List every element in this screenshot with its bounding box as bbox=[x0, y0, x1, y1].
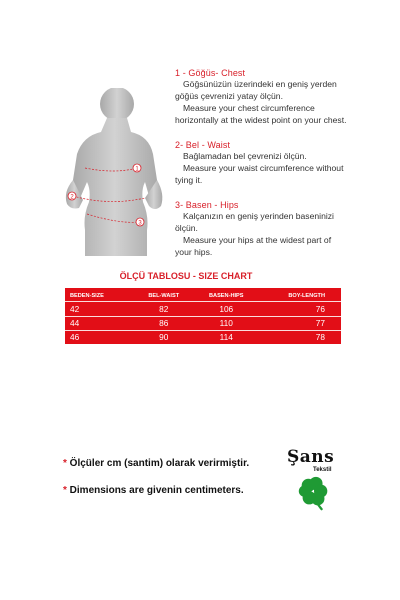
waist-line-en-2: tying it. bbox=[175, 175, 203, 185]
hips-title: 3- Basen - Hips bbox=[175, 200, 239, 210]
note-marker: * bbox=[63, 458, 67, 469]
chest-line-tr-2: göğüs çevrenizi yatay ölçün. bbox=[175, 91, 283, 101]
cell-waist: 86 bbox=[159, 318, 169, 328]
chest-line-tr-1: Göğsünüzün üzerindeki en geniş yerden bbox=[183, 79, 337, 89]
waist-instructions bbox=[175, 140, 343, 186]
size-chart-table bbox=[65, 288, 341, 344]
marker-waist bbox=[68, 192, 76, 200]
cell-length: 77 bbox=[315, 318, 325, 328]
cell-hips: 106 bbox=[219, 304, 234, 314]
table-header-row bbox=[65, 292, 341, 300]
brand-logo-subtitle: Tekstil bbox=[313, 467, 332, 473]
chest-line-en-1: Measure your chest circumference bbox=[183, 103, 315, 113]
header-waist: BEL-WAIST bbox=[148, 293, 180, 299]
size-chart-title: ÖLÇÜ TABLOSU - SIZE CHART bbox=[119, 271, 253, 281]
chest-instructions bbox=[175, 68, 347, 126]
note-text: Ölçüler cm (santim) olarak verirmiştir. bbox=[66, 458, 250, 469]
cell-length: 78 bbox=[315, 332, 325, 342]
cell-size: 46 bbox=[70, 332, 80, 342]
marker-hips bbox=[136, 218, 144, 226]
header-length: BOY-LENGTH bbox=[288, 293, 325, 299]
marker-chest bbox=[133, 164, 141, 172]
waist-title: 2- Bel - Waist bbox=[175, 140, 231, 150]
note-centimeters-tr bbox=[63, 458, 249, 469]
note-marker: * bbox=[63, 485, 67, 496]
table-row bbox=[65, 331, 341, 343]
waist-line-tr-1: Bağlamadan bel çevrenizi ölçün. bbox=[183, 151, 307, 161]
cell-hips: 110 bbox=[219, 318, 233, 328]
svg-text:1: 1 bbox=[135, 166, 139, 173]
note-text: Dimensions are givenin centimeters. bbox=[66, 485, 244, 496]
cell-size: 44 bbox=[70, 318, 80, 328]
cell-length: 76 bbox=[315, 304, 325, 314]
svg-text:2: 2 bbox=[70, 194, 74, 201]
chest-line-en-2: horizontally at the widest point on your chest. bbox=[175, 115, 347, 125]
waist-line-en-1: Measure your waist circumference without bbox=[183, 163, 344, 173]
header-hips: BASEN-HIPS bbox=[209, 293, 244, 299]
header-size: BEDEN-SIZE bbox=[70, 293, 104, 299]
cell-waist: 82 bbox=[159, 304, 169, 314]
table-row bbox=[65, 303, 341, 315]
table-divider bbox=[65, 301, 341, 302]
hips-line-tr-1: Kalçanızın en geniş yerinden baseninizi bbox=[183, 211, 334, 221]
hips-instructions bbox=[175, 200, 334, 258]
hips-line-en-1: Measure your hips at the widest part of bbox=[183, 235, 332, 245]
table-row bbox=[65, 317, 341, 329]
hips-line-en-2: your hips. bbox=[175, 247, 213, 257]
silhouette-shape bbox=[66, 88, 162, 256]
hips-line-tr-2: ölçün. bbox=[175, 223, 198, 233]
note-centimeters-en bbox=[63, 485, 244, 496]
body-silhouette bbox=[45, 88, 170, 258]
cell-hips: 114 bbox=[219, 332, 233, 342]
svg-text:3: 3 bbox=[138, 220, 142, 227]
cell-size: 42 bbox=[70, 304, 80, 314]
chest-title: 1 - Göğüs- Chest bbox=[175, 68, 246, 78]
brand-logo-name: Şans bbox=[287, 447, 335, 467]
cell-waist: 90 bbox=[159, 332, 169, 342]
four-leaf-clover-icon bbox=[295, 474, 333, 512]
